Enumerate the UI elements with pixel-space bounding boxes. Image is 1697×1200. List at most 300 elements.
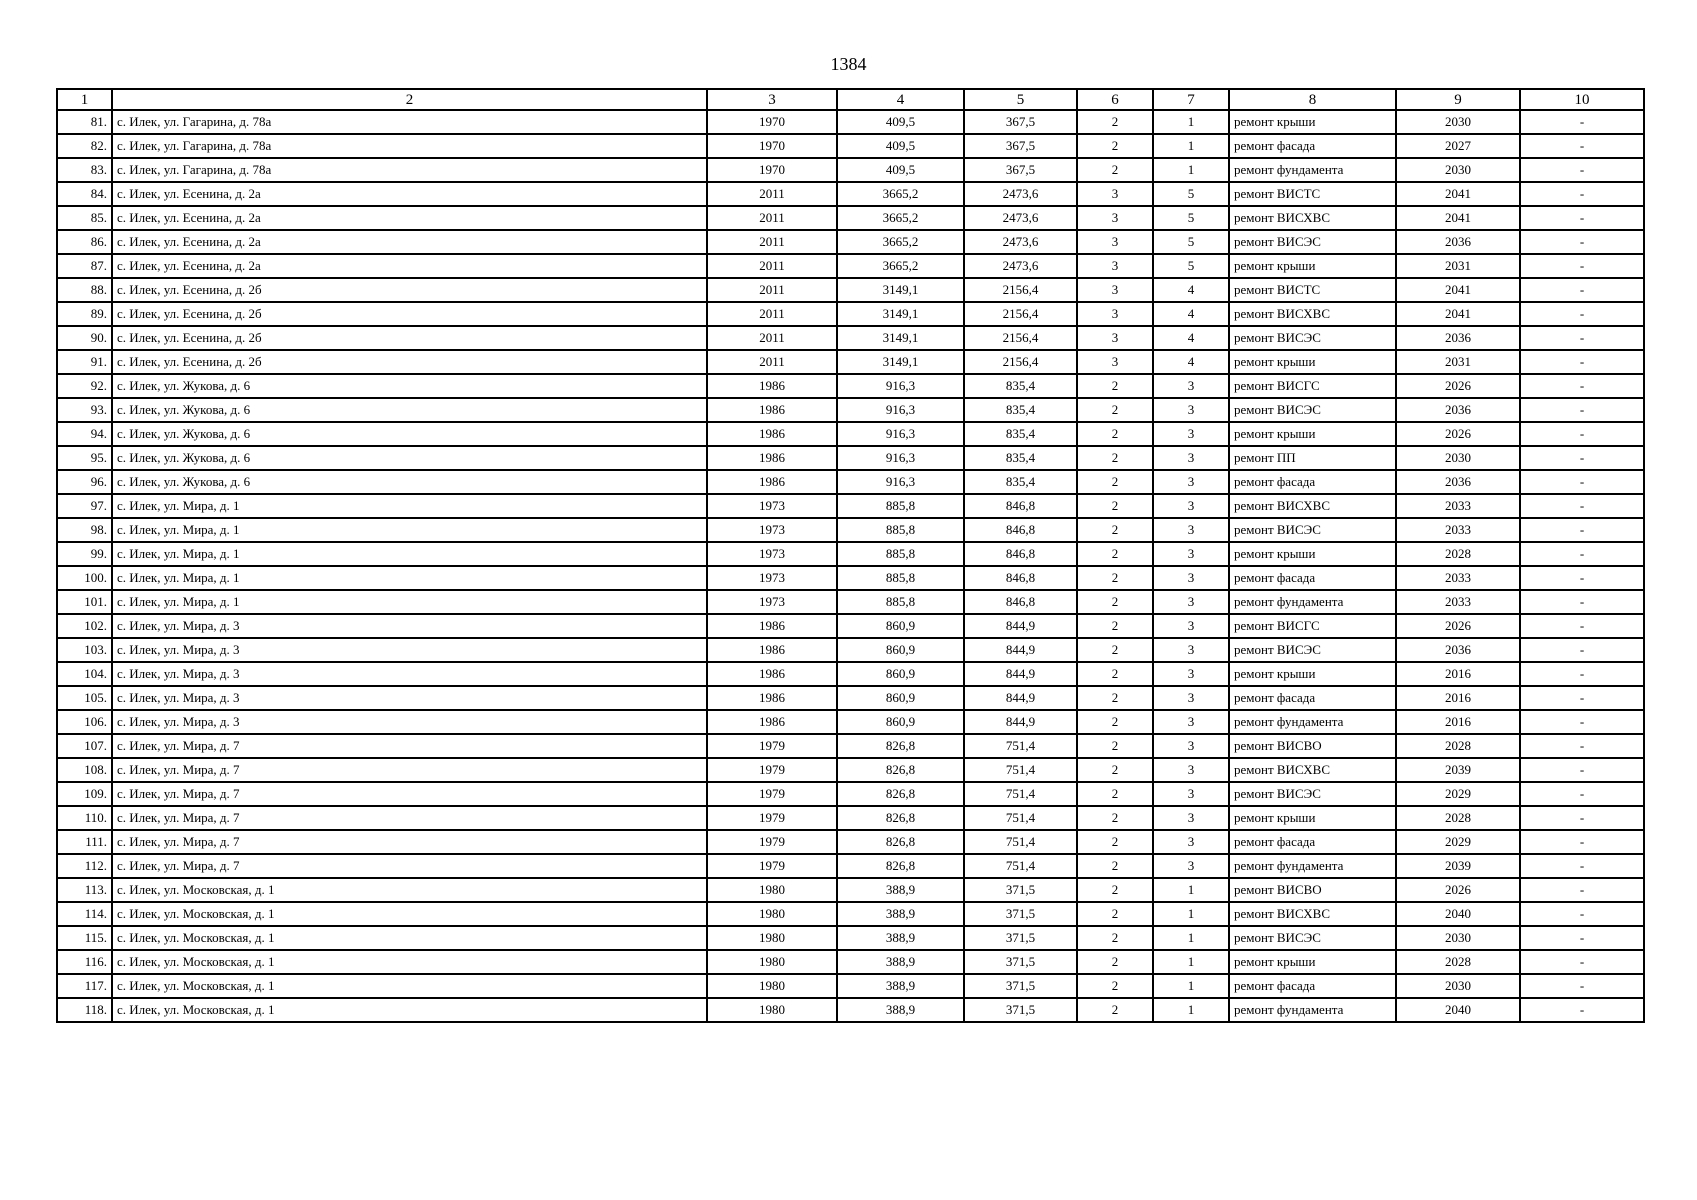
table-row: [57, 182, 1644, 206]
column-header-3: 3: [707, 89, 837, 110]
cell-work-type: ремонт крыши: [1229, 662, 1396, 686]
cell-row-number: 89.: [57, 302, 112, 326]
cell-address: с. Илек, ул. Московская, д. 1: [112, 926, 707, 950]
cell-work-type: ремонт ВИСВО: [1229, 878, 1396, 902]
cell-note: -: [1520, 974, 1644, 998]
cell-note: -: [1520, 230, 1644, 254]
cell-floors: 3: [1077, 278, 1153, 302]
cell-floors: 2: [1077, 494, 1153, 518]
cell-work-type: ремонт ВИСЭС: [1229, 782, 1396, 806]
cell-note: -: [1520, 398, 1644, 422]
table-row: [57, 662, 1644, 686]
cell-row-number: 103.: [57, 638, 112, 662]
cell-total-area: 409,5: [837, 158, 964, 182]
cell-row-number: 105.: [57, 686, 112, 710]
cell-work-type: ремонт крыши: [1229, 350, 1396, 374]
cell-planned-year: 2028: [1396, 806, 1520, 830]
cell-build-year: 1986: [707, 398, 837, 422]
cell-total-area: 916,3: [837, 446, 964, 470]
cell-living-area: 844,9: [964, 662, 1077, 686]
cell-address: с. Илек, ул. Гагарина, д. 78а: [112, 110, 707, 134]
cell-build-year: 1986: [707, 638, 837, 662]
cell-build-year: 2011: [707, 326, 837, 350]
table-row: [57, 446, 1644, 470]
cell-build-year: 1973: [707, 494, 837, 518]
cell-living-area: 846,8: [964, 494, 1077, 518]
cell-total-area: 860,9: [837, 638, 964, 662]
cell-note: -: [1520, 830, 1644, 854]
cell-note: -: [1520, 158, 1644, 182]
cell-living-area: 844,9: [964, 614, 1077, 638]
cell-row-number: 94.: [57, 422, 112, 446]
cell-living-area: 371,5: [964, 926, 1077, 950]
cell-floors: 2: [1077, 926, 1153, 950]
cell-total-area: 3149,1: [837, 302, 964, 326]
cell-total-area: 916,3: [837, 398, 964, 422]
cell-total-area: 885,8: [837, 566, 964, 590]
cell-note: -: [1520, 278, 1644, 302]
cell-work-type: ремонт ВИСХВС: [1229, 494, 1396, 518]
cell-row-number: 115.: [57, 926, 112, 950]
cell-entrances: 3: [1153, 614, 1229, 638]
cell-address: с. Илек, ул. Мира, д. 3: [112, 614, 707, 638]
cell-entrances: 3: [1153, 566, 1229, 590]
cell-row-number: 85.: [57, 206, 112, 230]
table-row: [57, 470, 1644, 494]
cell-note: -: [1520, 302, 1644, 326]
cell-build-year: 2011: [707, 182, 837, 206]
table-row: [57, 854, 1644, 878]
cell-row-number: 84.: [57, 182, 112, 206]
cell-address: с. Илек, ул. Есенина, д. 2б: [112, 278, 707, 302]
column-header-1: 1: [57, 89, 112, 110]
repair-schedule-table: [56, 88, 1645, 1023]
column-header-7: 7: [1153, 89, 1229, 110]
table-row: [57, 686, 1644, 710]
cell-row-number: 90.: [57, 326, 112, 350]
table-row: [57, 926, 1644, 950]
cell-note: -: [1520, 350, 1644, 374]
table-row: [57, 494, 1644, 518]
cell-build-year: 2011: [707, 302, 837, 326]
cell-living-area: 846,8: [964, 518, 1077, 542]
cell-living-area: 846,8: [964, 566, 1077, 590]
table-row: [57, 422, 1644, 446]
cell-work-type: ремонт крыши: [1229, 542, 1396, 566]
cell-address: с. Илек, ул. Мира, д. 7: [112, 806, 707, 830]
cell-floors: 2: [1077, 470, 1153, 494]
cell-planned-year: 2033: [1396, 518, 1520, 542]
cell-floors: 2: [1077, 902, 1153, 926]
cell-total-area: 916,3: [837, 422, 964, 446]
cell-entrances: 3: [1153, 806, 1229, 830]
cell-planned-year: 2030: [1396, 158, 1520, 182]
table-row: [57, 902, 1644, 926]
cell-floors: 2: [1077, 998, 1153, 1022]
table-row: [57, 782, 1644, 806]
cell-row-number: 112.: [57, 854, 112, 878]
cell-entrances: 3: [1153, 758, 1229, 782]
cell-total-area: 885,8: [837, 518, 964, 542]
cell-planned-year: 2036: [1396, 638, 1520, 662]
cell-total-area: 916,3: [837, 374, 964, 398]
cell-planned-year: 2036: [1396, 230, 1520, 254]
cell-row-number: 87.: [57, 254, 112, 278]
cell-note: -: [1520, 446, 1644, 470]
cell-build-year: 2011: [707, 350, 837, 374]
cell-entrances: 5: [1153, 230, 1229, 254]
cell-total-area: 3665,2: [837, 254, 964, 278]
cell-living-area: 371,5: [964, 998, 1077, 1022]
cell-row-number: 104.: [57, 662, 112, 686]
cell-planned-year: 2030: [1396, 110, 1520, 134]
cell-living-area: 844,9: [964, 638, 1077, 662]
cell-row-number: 93.: [57, 398, 112, 422]
cell-address: с. Илек, ул. Московская, д. 1: [112, 878, 707, 902]
cell-note: -: [1520, 734, 1644, 758]
cell-planned-year: 2028: [1396, 542, 1520, 566]
cell-total-area: 388,9: [837, 878, 964, 902]
cell-floors: 2: [1077, 374, 1153, 398]
cell-floors: 2: [1077, 734, 1153, 758]
table-row: [57, 710, 1644, 734]
table-row: [57, 758, 1644, 782]
cell-living-area: 367,5: [964, 110, 1077, 134]
cell-floors: 2: [1077, 974, 1153, 998]
cell-note: -: [1520, 638, 1644, 662]
cell-work-type: ремонт фундамента: [1229, 590, 1396, 614]
cell-living-area: 751,4: [964, 806, 1077, 830]
cell-note: -: [1520, 758, 1644, 782]
cell-living-area: 835,4: [964, 422, 1077, 446]
cell-address: с. Илек, ул. Есенина, д. 2б: [112, 302, 707, 326]
cell-build-year: 1986: [707, 422, 837, 446]
cell-entrances: 3: [1153, 470, 1229, 494]
cell-total-area: 3665,2: [837, 206, 964, 230]
cell-address: с. Илек, ул. Мира, д. 1: [112, 518, 707, 542]
cell-address: с. Илек, ул. Есенина, д. 2а: [112, 206, 707, 230]
cell-work-type: ремонт крыши: [1229, 110, 1396, 134]
cell-floors: 2: [1077, 782, 1153, 806]
cell-floors: 3: [1077, 206, 1153, 230]
table-row: [57, 878, 1644, 902]
cell-living-area: 2473,6: [964, 206, 1077, 230]
table-row: [57, 302, 1644, 326]
cell-planned-year: 2026: [1396, 614, 1520, 638]
cell-row-number: 88.: [57, 278, 112, 302]
cell-work-type: ремонт ВИСЭС: [1229, 230, 1396, 254]
cell-address: с. Илек, ул. Есенина, д. 2б: [112, 350, 707, 374]
table-row: [57, 134, 1644, 158]
cell-entrances: 3: [1153, 422, 1229, 446]
cell-row-number: 102.: [57, 614, 112, 638]
cell-row-number: 82.: [57, 134, 112, 158]
cell-work-type: ремонт фундамента: [1229, 854, 1396, 878]
cell-build-year: 1973: [707, 590, 837, 614]
cell-entrances: 3: [1153, 446, 1229, 470]
cell-address: с. Илек, ул. Мира, д. 3: [112, 638, 707, 662]
cell-address: с. Илек, ул. Мира, д. 3: [112, 710, 707, 734]
cell-build-year: 2011: [707, 254, 837, 278]
cell-work-type: ремонт ВИСВО: [1229, 734, 1396, 758]
cell-total-area: 3665,2: [837, 230, 964, 254]
cell-address: с. Илек, ул. Есенина, д. 2а: [112, 254, 707, 278]
cell-build-year: 1979: [707, 830, 837, 854]
cell-address: с. Илек, ул. Мира, д. 7: [112, 830, 707, 854]
cell-work-type: ремонт ВИСГС: [1229, 614, 1396, 638]
table-row: [57, 206, 1644, 230]
cell-build-year: 1986: [707, 686, 837, 710]
cell-living-area: 835,4: [964, 446, 1077, 470]
cell-build-year: 1986: [707, 446, 837, 470]
cell-entrances: 4: [1153, 302, 1229, 326]
cell-build-year: 1973: [707, 566, 837, 590]
cell-build-year: 1970: [707, 134, 837, 158]
cell-total-area: 916,3: [837, 470, 964, 494]
cell-row-number: 111.: [57, 830, 112, 854]
cell-row-number: 101.: [57, 590, 112, 614]
column-header-8: 8: [1229, 89, 1396, 110]
cell-work-type: ремонт крыши: [1229, 422, 1396, 446]
cell-address: с. Илек, ул. Московская, д. 1: [112, 950, 707, 974]
cell-living-area: 2156,4: [964, 278, 1077, 302]
cell-build-year: 1973: [707, 542, 837, 566]
cell-floors: 2: [1077, 614, 1153, 638]
cell-work-type: ремонт ВИСХВС: [1229, 902, 1396, 926]
cell-build-year: 1970: [707, 110, 837, 134]
cell-entrances: 1: [1153, 134, 1229, 158]
cell-floors: 3: [1077, 230, 1153, 254]
cell-planned-year: 2028: [1396, 734, 1520, 758]
column-header-2: 2: [112, 89, 707, 110]
cell-row-number: 96.: [57, 470, 112, 494]
cell-entrances: 1: [1153, 926, 1229, 950]
cell-build-year: 1979: [707, 782, 837, 806]
cell-total-area: 860,9: [837, 710, 964, 734]
cell-row-number: 107.: [57, 734, 112, 758]
cell-note: -: [1520, 998, 1644, 1022]
cell-entrances: 1: [1153, 158, 1229, 182]
cell-work-type: ремонт ВИСХВС: [1229, 206, 1396, 230]
cell-planned-year: 2036: [1396, 470, 1520, 494]
cell-address: с. Илек, ул. Мира, д. 1: [112, 590, 707, 614]
cell-total-area: 885,8: [837, 590, 964, 614]
cell-address: с. Илек, ул. Жукова, д. 6: [112, 398, 707, 422]
cell-entrances: 1: [1153, 950, 1229, 974]
table-row: [57, 110, 1644, 134]
cell-planned-year: 2031: [1396, 254, 1520, 278]
cell-address: с. Илек, ул. Есенина, д. 2а: [112, 230, 707, 254]
cell-address: с. Илек, ул. Жукова, д. 6: [112, 446, 707, 470]
cell-total-area: 388,9: [837, 926, 964, 950]
cell-row-number: 98.: [57, 518, 112, 542]
cell-entrances: 5: [1153, 206, 1229, 230]
cell-planned-year: 2030: [1396, 974, 1520, 998]
cell-build-year: 1980: [707, 950, 837, 974]
table-row: [57, 278, 1644, 302]
cell-planned-year: 2016: [1396, 662, 1520, 686]
cell-total-area: 3149,1: [837, 350, 964, 374]
cell-living-area: 751,4: [964, 734, 1077, 758]
cell-note: -: [1520, 374, 1644, 398]
cell-living-area: 844,9: [964, 710, 1077, 734]
cell-entrances: 3: [1153, 686, 1229, 710]
table-row: [57, 158, 1644, 182]
cell-living-area: 846,8: [964, 590, 1077, 614]
cell-row-number: 99.: [57, 542, 112, 566]
cell-planned-year: 2041: [1396, 206, 1520, 230]
page-number: 1384: [830, 54, 867, 74]
cell-living-area: 835,4: [964, 398, 1077, 422]
cell-floors: 2: [1077, 878, 1153, 902]
cell-living-area: 751,4: [964, 758, 1077, 782]
table-row: [57, 830, 1644, 854]
cell-note: -: [1520, 926, 1644, 950]
cell-entrances: 3: [1153, 710, 1229, 734]
table-row: [57, 998, 1644, 1022]
table-row: [57, 806, 1644, 830]
cell-entrances: 3: [1153, 374, 1229, 398]
cell-entrances: 4: [1153, 326, 1229, 350]
cell-total-area: 826,8: [837, 782, 964, 806]
table-row: [57, 374, 1644, 398]
cell-work-type: ремонт фасада: [1229, 134, 1396, 158]
cell-address: с. Илек, ул. Мира, д. 1: [112, 494, 707, 518]
cell-row-number: 91.: [57, 350, 112, 374]
table-row: [57, 350, 1644, 374]
cell-entrances: 1: [1153, 998, 1229, 1022]
cell-living-area: 844,9: [964, 686, 1077, 710]
cell-total-area: 826,8: [837, 830, 964, 854]
cell-planned-year: 2033: [1396, 494, 1520, 518]
cell-address: с. Илек, ул. Мира, д. 1: [112, 566, 707, 590]
cell-planned-year: 2030: [1396, 926, 1520, 950]
cell-living-area: 2473,6: [964, 182, 1077, 206]
table-row: [57, 974, 1644, 998]
cell-floors: 3: [1077, 350, 1153, 374]
cell-address: с. Илек, ул. Гагарина, д. 78а: [112, 134, 707, 158]
cell-work-type: ремонт крыши: [1229, 950, 1396, 974]
cell-total-area: 860,9: [837, 662, 964, 686]
cell-planned-year: 2041: [1396, 302, 1520, 326]
table-row: [57, 950, 1644, 974]
cell-row-number: 100.: [57, 566, 112, 590]
cell-address: с. Илек, ул. Мира, д. 7: [112, 782, 707, 806]
cell-total-area: 860,9: [837, 686, 964, 710]
cell-living-area: 846,8: [964, 542, 1077, 566]
cell-note: -: [1520, 686, 1644, 710]
cell-living-area: 835,4: [964, 374, 1077, 398]
cell-row-number: 92.: [57, 374, 112, 398]
cell-planned-year: 2028: [1396, 950, 1520, 974]
cell-row-number: 110.: [57, 806, 112, 830]
cell-living-area: 2156,4: [964, 350, 1077, 374]
cell-floors: 2: [1077, 134, 1153, 158]
cell-total-area: 3149,1: [837, 278, 964, 302]
cell-living-area: 367,5: [964, 158, 1077, 182]
cell-planned-year: 2016: [1396, 710, 1520, 734]
cell-floors: 2: [1077, 854, 1153, 878]
cell-entrances: 3: [1153, 662, 1229, 686]
column-header-6: 6: [1077, 89, 1153, 110]
cell-work-type: ремонт ВИСХВС: [1229, 758, 1396, 782]
cell-floors: 2: [1077, 542, 1153, 566]
cell-floors: 2: [1077, 422, 1153, 446]
cell-total-area: 388,9: [837, 902, 964, 926]
cell-living-area: 2473,6: [964, 230, 1077, 254]
cell-living-area: 2156,4: [964, 302, 1077, 326]
cell-entrances: 3: [1153, 518, 1229, 542]
cell-note: -: [1520, 662, 1644, 686]
column-header-10: 10: [1520, 89, 1644, 110]
cell-entrances: 4: [1153, 350, 1229, 374]
cell-entrances: 3: [1153, 542, 1229, 566]
cell-build-year: 1986: [707, 662, 837, 686]
cell-living-area: 371,5: [964, 902, 1077, 926]
cell-total-area: 826,8: [837, 806, 964, 830]
cell-row-number: 83.: [57, 158, 112, 182]
cell-note: -: [1520, 854, 1644, 878]
cell-floors: 3: [1077, 302, 1153, 326]
cell-row-number: 108.: [57, 758, 112, 782]
cell-living-area: 2156,4: [964, 326, 1077, 350]
cell-row-number: 117.: [57, 974, 112, 998]
cell-total-area: 388,9: [837, 950, 964, 974]
cell-note: -: [1520, 710, 1644, 734]
cell-address: с. Илек, ул. Мира, д. 7: [112, 854, 707, 878]
cell-planned-year: 2031: [1396, 350, 1520, 374]
cell-entrances: 1: [1153, 974, 1229, 998]
cell-work-type: ремонт ВИСЭС: [1229, 926, 1396, 950]
cell-row-number: 86.: [57, 230, 112, 254]
cell-note: -: [1520, 110, 1644, 134]
cell-build-year: 1979: [707, 758, 837, 782]
cell-floors: 2: [1077, 518, 1153, 542]
cell-living-area: 371,5: [964, 878, 1077, 902]
cell-planned-year: 2016: [1396, 686, 1520, 710]
cell-floors: 2: [1077, 398, 1153, 422]
cell-total-area: 885,8: [837, 542, 964, 566]
cell-entrances: 3: [1153, 854, 1229, 878]
cell-total-area: 826,8: [837, 854, 964, 878]
cell-note: -: [1520, 182, 1644, 206]
cell-row-number: 114.: [57, 902, 112, 926]
cell-note: -: [1520, 902, 1644, 926]
cell-living-area: 371,5: [964, 950, 1077, 974]
cell-living-area: 835,4: [964, 470, 1077, 494]
cell-entrances: 5: [1153, 182, 1229, 206]
table-row: [57, 590, 1644, 614]
cell-work-type: ремонт крыши: [1229, 254, 1396, 278]
cell-note: -: [1520, 614, 1644, 638]
cell-work-type: ремонт фундамента: [1229, 710, 1396, 734]
cell-floors: 2: [1077, 710, 1153, 734]
cell-entrances: 1: [1153, 878, 1229, 902]
cell-note: -: [1520, 326, 1644, 350]
cell-work-type: ремонт фундамента: [1229, 158, 1396, 182]
cell-entrances: 3: [1153, 734, 1229, 758]
cell-living-area: 371,5: [964, 974, 1077, 998]
cell-total-area: 3665,2: [837, 182, 964, 206]
cell-planned-year: 2036: [1396, 326, 1520, 350]
cell-work-type: ремонт ВИСТС: [1229, 278, 1396, 302]
cell-work-type: ремонт ВИСЭС: [1229, 326, 1396, 350]
table-row: [57, 254, 1644, 278]
cell-note: -: [1520, 422, 1644, 446]
cell-note: -: [1520, 542, 1644, 566]
cell-work-type: ремонт ВИСЭС: [1229, 518, 1396, 542]
table-row: [57, 638, 1644, 662]
